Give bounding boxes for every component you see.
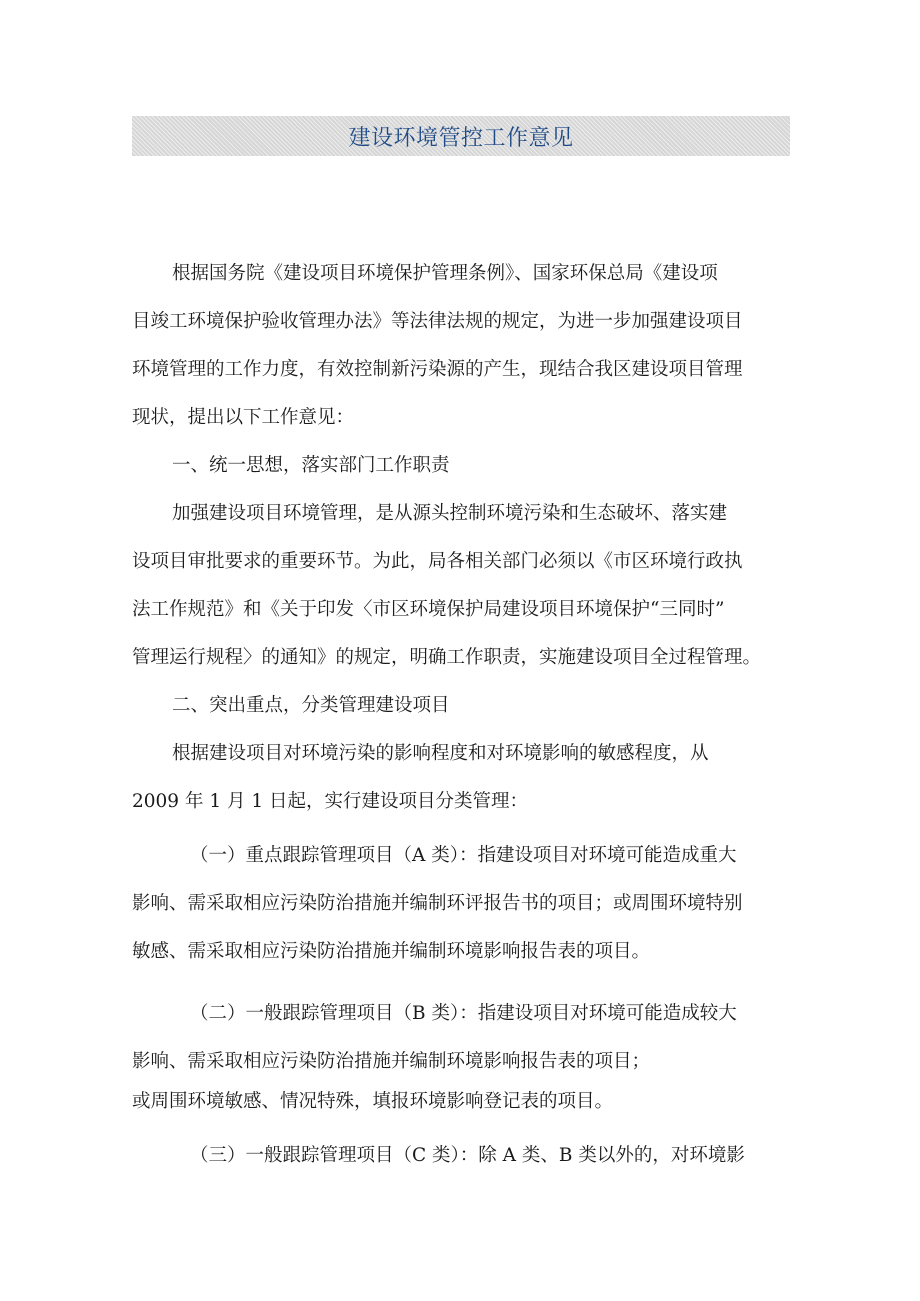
document-title-bar	[132, 116, 790, 156]
spacer	[132, 976, 792, 990]
paragraph-line: 现状，提出以下工作意见：	[132, 407, 355, 428]
paragraph-line: 根据建设项目对环境污染的影响程度和对环境影响的敏感程度，从	[172, 743, 709, 764]
paragraph-line: 加强建设项目环境管理，是从源头控制环境污染和生态破坏、落实建	[172, 503, 728, 524]
paragraph-line: 法工作规范》和《关于印发〈市区环境保护局建设项目环境保护“三同时”	[132, 599, 725, 620]
section-heading: 一、统一思想，落实部门工作职责	[172, 455, 450, 476]
paragraph-line: 设项目审批要求的重要环节。为此，局各相关部门必须以《市区环境行政执	[132, 551, 743, 572]
document-body	[132, 250, 792, 1180]
paragraph-line: 管理运行规程〉的通知》的规定，明确工作职责，实施建设项目全过程管理。	[132, 647, 762, 668]
list-item-line: （一）重点跟踪管理项目（A 类）：指建设项目对环境可能造成重大	[190, 845, 737, 866]
paragraph-line: 根据国务院《建设项目环境保护管理条例》、国家环保总局《建设项	[172, 263, 718, 284]
document-title: 建设环境管控工作意见	[348, 125, 574, 151]
list-item-line: （二）一般跟踪管理项目（B 类）：指建设项目对环境可能造成较大	[190, 1003, 737, 1024]
paragraph-line: 目竣工环境保护验收管理办法》等法律法规的规定，为进一步加强建设项目	[132, 311, 743, 332]
paragraph-line: 环境管理的工作力度，有效控制新污染源的产生，现结合我区建设项目管理	[132, 359, 743, 380]
list-item-line: 或周围环境敏感、情况特殊，填报环境影响登记表的项目。	[132, 1091, 614, 1112]
list-item-line: 影响、需采取相应污染防治措施并编制环评报告书的项目；或周围环境特别	[132, 893, 743, 914]
spacer	[132, 1118, 792, 1132]
paragraph-line: 2009 年 1 月 1 日起，实行建设项目分类管理：	[132, 791, 529, 812]
list-item-line: 影响、需采取相应污染防治措施并编制环境影响报告表的项目；	[132, 1051, 651, 1072]
list-item-line: 敏感、需采取相应污染防治措施并编制环境影响报告表的项目。	[132, 941, 651, 962]
list-item-line: （三）一般跟踪管理项目（C 类）：除 A 类、B 类以外的，对环境影	[190, 1145, 745, 1166]
section-heading: 二、突出重点，分类管理建设项目	[172, 695, 450, 716]
